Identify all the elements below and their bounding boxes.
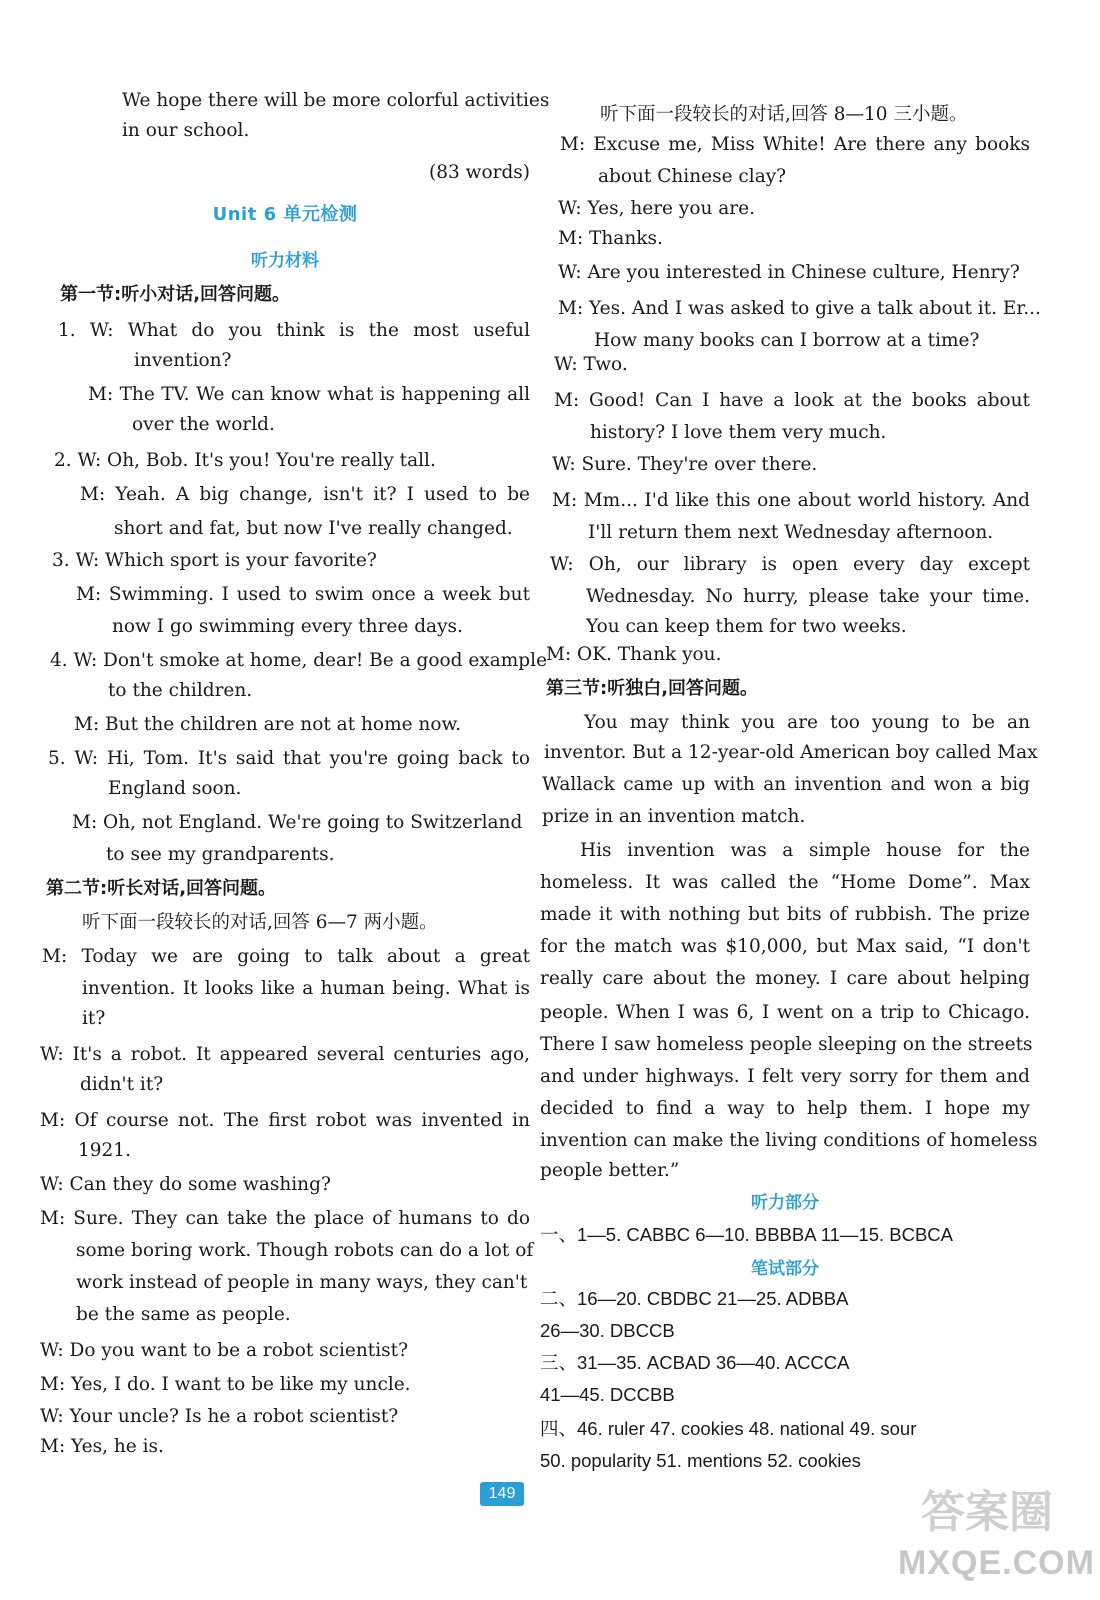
left-line: M: Yes, I do. I want to be like my uncle.: [40, 1374, 411, 1395]
right-line: people. When I was 6, I went on a trip to Chicago.: [540, 1002, 1030, 1023]
right-line: 第三节:听独白,回答问题。: [546, 678, 759, 699]
right-line: W: Are you interested in Chinese culture, Henry?: [558, 262, 1020, 283]
right-line: W: Sure. They're over there.: [552, 454, 818, 475]
right-line: 41—45. DCCBB: [540, 1384, 675, 1405]
left-line: 第一节:听小对话,回答问题。: [60, 284, 291, 305]
left-line: 听力材料: [251, 251, 319, 271]
left-line: invention. It looks like a human being. What is: [82, 978, 530, 999]
right-line: prize in an invention match.: [542, 806, 806, 827]
left-line: in our school.: [122, 120, 250, 141]
left-line: W: Your uncle? Is he a robot scientist?: [40, 1406, 399, 1427]
left-line: 听下面一段较长的对话,回答 6—7 两小题。: [82, 912, 438, 933]
right-line: and under highways. I felt very sorry for them and: [540, 1066, 1030, 1087]
left-line: W: Can they do some washing?: [40, 1174, 331, 1195]
right-line: 三、31—35. ACBAD 36—40. ACCCA: [540, 1352, 850, 1373]
left-line: M: Swimming. I used to swim once a week but: [76, 584, 530, 605]
right-line: invention can make the living conditions of homeless: [540, 1130, 1038, 1151]
left-line: M: Of course not. The first robot was invented in: [40, 1110, 530, 1131]
right-line: 四、46. ruler 47. cookies 48. national 49. sour: [540, 1418, 917, 1439]
left-line: 3. W: Which sport is your favorite?: [52, 550, 377, 571]
right-line: W: Oh, our library is open every day except: [550, 554, 1030, 575]
right-line: I'll return them next Wednesday afternoon.: [588, 522, 994, 543]
right-line: M: Mm... I'd like this one about world history. And: [552, 490, 1030, 511]
left-line: be the same as people.: [76, 1304, 291, 1325]
left-line: (83 words): [428, 162, 530, 183]
left-line: England soon.: [108, 778, 242, 799]
left-line: invention?: [134, 350, 232, 371]
left-line: 第二节:听长对话,回答问题。: [46, 878, 277, 899]
watermark-url: MXQE.COM: [898, 1544, 1095, 1582]
left-line: 1921.: [78, 1140, 131, 1161]
left-line: M: Yeah. A big change, isn't it? I used to be: [80, 484, 530, 505]
right-line: homeless. It was called the “Home Dome”. Max: [540, 872, 1030, 893]
watermark-logo: [898, 1470, 1095, 1590]
right-line: You can keep them for two weeks.: [586, 616, 907, 637]
right-line: M: OK. Thank you.: [546, 644, 722, 665]
right-line: people better.”: [540, 1160, 680, 1181]
right-line: 26—30. DBCCB: [540, 1320, 675, 1341]
left-line: W: It's a robot. It appeared several centuries ago,: [40, 1044, 530, 1065]
right-line: 听下面一段较长的对话,回答 8—10 三小题。: [600, 104, 968, 125]
left-line: We hope there will be more colorful activities: [122, 90, 550, 111]
right-line: M: Good! Can I have a look at the books about: [554, 390, 1030, 411]
left-line: short and fat, but now I've really changed.: [114, 518, 513, 539]
right-line: M: Thanks.: [558, 228, 663, 249]
watermark-cn: 答案圈: [921, 1487, 1053, 1538]
right-line: 二、16—20. CBDBC 21—25. ADBBA: [540, 1288, 849, 1309]
right-line: You may think you are too young to be an: [584, 712, 1030, 733]
right-line: Wallack came up with an invention and won a big: [542, 774, 1030, 795]
left-line: M: The TV. We can know what is happening all: [88, 384, 530, 405]
right-line: inventor. But a 12-year-old American boy called Max: [544, 742, 1038, 763]
right-line: M: Yes. And I was asked to give a talk about it. Er...: [558, 298, 1041, 319]
left-line: didn't it?: [80, 1074, 164, 1095]
right-line: Wednesday. No hurry, please take your time.: [586, 586, 1030, 607]
left-line: to see my grandparents.: [106, 844, 335, 865]
left-line: 2. W: Oh, Bob. It's you! You're really tall.: [54, 450, 436, 471]
right-line: 听力部分: [751, 1193, 819, 1213]
left-line: 4. W: Don't smoke at home, dear! Be a good example: [50, 650, 548, 671]
right-line: decided to find a way to help them. I hope my: [540, 1098, 1030, 1119]
right-line: How many books can I borrow at a time?: [594, 330, 980, 351]
right-line: history? I love them very much.: [590, 422, 887, 443]
right-line: really care about the money. I care about helping: [540, 968, 1030, 989]
left-line: now I go swimming every three days.: [112, 616, 463, 637]
right-line: 一、1—5. CABBC 6—10. BBBBA 11—15. BCBCA: [540, 1224, 953, 1245]
left-line: M: Oh, not England. We're going to Switzerland: [72, 812, 523, 833]
right-line: There I saw homeless people sleeping on the streets: [540, 1034, 1033, 1055]
left-line: M: Today we are going to talk about a great: [42, 946, 530, 967]
left-line: over the world.: [132, 414, 275, 435]
left-line: 5. W: Hi, Tom. It's said that you're going back to: [48, 748, 530, 769]
left-line: 1. W: What do you think is the most useful: [58, 320, 530, 341]
page-number: 149: [480, 1482, 524, 1506]
left-line: M: But the children are not at home now.: [74, 714, 462, 735]
right-line: W: Yes, here you are.: [558, 198, 755, 219]
right-line: 笔试部分: [751, 1259, 819, 1279]
right-line: about Chinese clay?: [598, 166, 787, 187]
left-line: it?: [82, 1008, 106, 1029]
right-line: W: Two.: [554, 354, 628, 375]
right-line: made it with nothing but bits of rubbish. The prize: [540, 904, 1030, 925]
left-line: W: Do you want to be a robot scientist?: [40, 1340, 408, 1361]
right-line: M: Excuse me, Miss White! Are there any books: [560, 134, 1030, 155]
left-line: M: Sure. They can take the place of humans to do: [40, 1208, 530, 1229]
left-line: some boring work. Though robots can do a lot of: [76, 1240, 534, 1261]
left-line: to the children.: [108, 680, 253, 701]
right-line: His invention was a simple house for the: [580, 840, 1030, 861]
left-line: M: Yes, he is.: [40, 1436, 164, 1457]
left-line: work instead of people in many ways, they can't: [76, 1272, 528, 1293]
left-line: Unit 6 单元检测: [212, 204, 358, 225]
right-line: 50. popularity 51. mentions 52. cookies: [540, 1450, 861, 1471]
right-line: for the match was $10,000, but Max said, “I don't: [540, 936, 1030, 957]
